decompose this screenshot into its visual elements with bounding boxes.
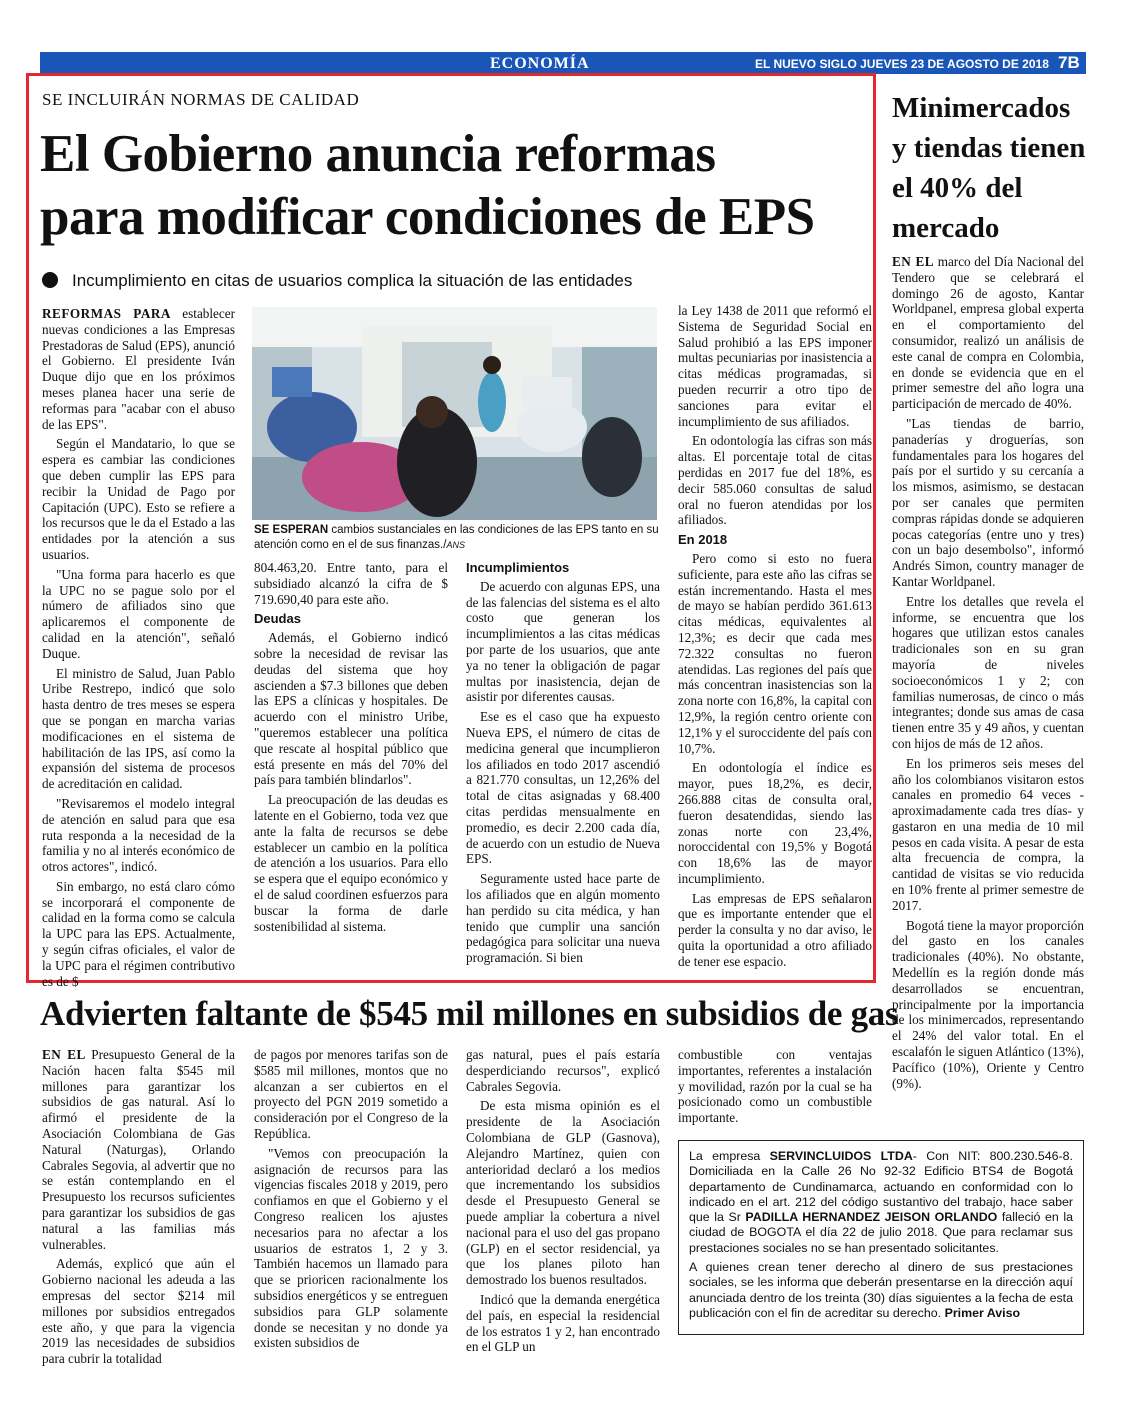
caption-credit: ANS	[446, 540, 465, 550]
hospital-photo	[252, 307, 657, 520]
paragraph: Además, explicó que aún el Gobierno nacional les adeuda a las empresas del sector $214 mil millones por subsidios entregados este año, y que para la vigencia 2019 las necesidades de subsidios para cubrir la totalidad	[42, 1256, 235, 1367]
paragraph: "Una forma para hacerlo es que la UPC no se pague solo por el número de afiliados sino que aplicaremos el componente de calidad en la atención", señaló Duque.	[42, 566, 235, 661]
gas-article-headline: Advierten faltante de $545 mil millones en subsidios de gas	[40, 994, 899, 1033]
main-article-col-3	[466, 560, 660, 970]
paragraph: En odontología las cifras son más altas. El porcentaje total de citas perdidas en 2017 fue del 18%, es decir 585.060 consultas de salud oral no fueron atendidas por los afiliados.	[678, 433, 872, 528]
paragraph: Según el Mandatario, lo que se espera es cambiar las condiciones que deben cumplir las EPS para recibir la Unidad de Pago por Capitación (UPC). Esto se refiere a los recursos que le da el Estado a las entidades por la atención a sus usuarios.	[42, 436, 235, 562]
paragraph: establecer nuevas condiciones a las Empresas Prestadoras de Salud (EPS), anunció el Gobierno. El presidente Iván Duque dijo que en los próximos meses planea hacer una serie de reformas para "acabar con el abuso de las EPS".	[42, 306, 236, 432]
photo-caption	[254, 523, 659, 553]
paragraph: En los primeros seis meses del año los colombianos visitaron estos canales en promedio 64 veces -aproximadamente cada tres días- y gastaron en una media de 10 mil pesos en cada visita. A pesar de esta alta frecuencia de compra, la cantidad de visitas se vio reducida en 10% frente al primer semestre de 2017.	[892, 755, 1084, 913]
side-article-body	[892, 254, 1084, 1095]
headline-line-2: para modificar condiciones de EPS	[40, 188, 815, 246]
paragraph: De esta misma opinión es el presidente de la Asociación Colombiana de GLP (Gasnova), Alejandro Martínez, quien con anterioridad declaró a los medios que incrementando los subsidios desde el Presupuesto General se puede ampliar la cobertura a nivel nacional para el uso del gas propano (GLP) en el sector residencial, ya que los planes piloto han demostrado los buenos resultados.	[466, 1098, 660, 1288]
paragraph: Entre los detalles que revela el informe, se encuentra que los hogares que utilizan estos canales tradicionales son en su gran mayoría de niveles socioeconómicos 1 y 2; con familias numerosas, de cinco o más integrantes; donde sus amas de casa tienen entre 35 y 49 años, y cuentan con hijos de más de 12 años.	[892, 593, 1084, 751]
notice-text: La empresa	[689, 1149, 770, 1163]
gas-article-col-1	[42, 1047, 235, 1371]
article-kicker: SE INCLUIRÁN NORMAS DE CALIDAD	[42, 90, 360, 109]
company-name: SERVINCLUIDOS LTDA	[769, 1149, 913, 1163]
paragraph: "Las tiendas de barrio, panaderías y droguerías, son fundamentales para los hogares del país por el surtido y su cercanía a los mismos, asimismo, se destacan por ser canales que permiten compras rápidas donde se adquieren pocas categorías (entre uno y tres) con un bajo desembolso", informó Andrés Simon, country manager de Kantar Worldpanel.	[892, 415, 1084, 589]
notice-paragraph-1	[689, 1149, 1073, 1256]
side-article-headline: Minimercados y tiendas tienen el 40% del mercado	[892, 92, 1086, 244]
legal-notice-box	[678, 1140, 1084, 1335]
paragraph: Las empresas de EPS señalaron que es importante entender que el perder la consulta y no dar aviso, le quita la oportunidad a otro afiliado de tener ese espacio.	[678, 890, 872, 969]
bullet-icon	[42, 272, 58, 288]
subheading: Incumplimientos	[466, 560, 570, 575]
main-article-col-4	[678, 303, 872, 974]
paragraph: Sin embargo, no está claro cómo se incorporará el componente de calidad en la forma como se calcula la UPC para las EPS. Actualmente, y según cifras oficiales, el valor de la UPC para el régimen contributivo es de $	[42, 878, 235, 989]
subheading: En 2018	[678, 532, 728, 548]
main-article-col-1	[42, 306, 235, 993]
paragraph: "Vemos con preocupación la asignación de recursos para las vigencias fiscales 2018 y 2019, pero confiamos en que el Gobierno y el Congreso realicen los ajustes necesarios para no afectar a los usuarios de estratos 1, 2 y 3. También hacemos un llamado para que se prioricen racionalmente los subsidios energéticos y se entreguen subsidios para GLP solamente donde se necesitan y no donde ya existen subsidios de	[254, 1145, 448, 1351]
gas-article-col-2	[254, 1047, 448, 1355]
caption-lead: SE ESPERAN	[254, 524, 329, 536]
lead-in: EN EL	[892, 254, 935, 269]
notice-text: falleció en la ciudad de BOGOTA el día 22 de julio 2018. Que para reclamar sus prestaciones sociales no se han presentado solicitantes.	[689, 1210, 1073, 1255]
subheading: Deudas	[254, 611, 301, 627]
hospital-corridor-image	[252, 307, 657, 520]
notice-paragraph-2	[689, 1260, 1073, 1321]
article-deck	[42, 271, 632, 291]
notice-text: A quienes crean tener derecho al dinero de sus prestaciones sociales, se les informa que deberán presentarse en la dirección aquí anunciada dentro de los treinta (30) días siguientes a la fecha de esta publicación con el fin de acreditar su derecho.	[689, 1260, 1073, 1320]
paragraph: gas natural, pues el país estaría desperdiciando recursos", explicó Cabrales Segovia.	[466, 1047, 660, 1094]
paragraph: 804.463,20. Entre tanto, para el subsidiado alcanzó la cifra de $ 719.690,40 para este año.	[254, 560, 448, 607]
page-number: 7B	[1058, 53, 1080, 72]
paragraph: Pero como si esto no fuera suficiente, para este año las cifras se están incrementando. Hasta el mes de mayo se habían perdido 361.613 citas médicas, equivalentes al 12,3%; es decir que cada mes 72.322 consultas no fueron atendidas. Las regiones del país que más concentran inasistencias son la zona norte con 16,8%, la capital con 12,9%, la región centro oriente con 12,1% y el suroccidente del país con 10,7%.	[678, 550, 872, 756]
deceased-name: PADILLA HERNANDEZ JEISON ORLANDO	[745, 1210, 998, 1225]
lead-in: EN EL	[42, 1047, 86, 1062]
main-article-col-2	[254, 560, 448, 938]
masthead-date: EL NUEVO SIGLO JUEVES 23 DE AGOSTO DE 2018	[755, 57, 1049, 71]
paragraph: El ministro de Salud, Juan Pablo Uribe Restrepo, indicó que solo hasta dentro de tres meses se espera que se pongan en marcha varias modificaciones en el sistema de habilitación de las IPS, así como la expansión del sistema de procesos de acreditación en calidad.	[42, 665, 235, 792]
paragraph: marco del Día Nacional del Tendero que se celebrará el domingo 26 de agosto, Kantar Worldpanel, empresa global experta en el comportamiento del consumidor, realizó un análisis de este canal de compra en Colombia, en donde se evidencia que en el primer semestre del año logra una participación de mercado de 40%.	[892, 254, 1085, 412]
paragraph: Bogotá tiene la mayor proporción del gasto en los canales tradicionales (40%). No obstante, Medellín es la región donde más desarrollados se encuentran, principalmente por la importancia de los minimercados, representando el 24% del valor total. En el escalafón le siguen Atlántico (13%), Pacífico (10%), Oriente y Centro (9%).	[892, 917, 1084, 1091]
paragraph: Presupuesto General de la Nación hacen falta $545 mil millones para garantizar los subsidios de gas natural. Así lo afirmó el presidente de la Asociación Colombiana de Gas Natural (Naturgas), Orlando Cabrales Segovia, al advertir que no se están contemplando en el Presupuesto los recursos suficientes para garantizar los subsidios de gas natural a las familias más vulnerables.	[42, 1047, 235, 1252]
paragraph: "Revisaremos el modelo integral de atención en salud para que esa ruta responda a la necesidad de la familia y no al interés económico de otros actores", indicó.	[42, 795, 235, 875]
paragraph: Ese es el caso que ha expuesto Nueva EPS, el número de citas de medicina general que incumplieron los afiliados en todo 2017 ascendió a 821.770 consultas, un 12,26% del total de citas asignadas y 68.400 citas perdidas mensualmente en promedio, es decir 2.200 cada día, de acuerdo con un estudio de Nueva EPS.	[466, 709, 660, 867]
article-headline	[40, 123, 870, 249]
deck-text: Incumplimiento en citas de usuarios complica la situación de las entidades	[72, 271, 633, 290]
notice-tag: Primer Aviso	[944, 1305, 1021, 1320]
paragraph: En odontología el índice es mayor, pues 18,2%, es decir, 266.888 citas de consulta oral, fueron desatendidas, siendo las zonas norte con 23,4%, noroccidental con 19,5% y Bogotá con 18,6% las de mayor incumplimiento.	[678, 760, 872, 886]
paragraph: combustible con ventajas importantes, referentes a instalación y movilidad, razón por la cual se ha posicionado como un combustible importante.	[678, 1047, 872, 1126]
notice-text: - Con NIT: 800.230.546-8. Domiciliada en la Calle 26 No 92-32 Edificio BTS4 de Bogotá departamento de Cundinamarca, actuando en conformidad con lo indicado en el art. 212 del código sustantivo del trabajo, hace saber que la Sr	[689, 1149, 1073, 1225]
gas-article-col-3	[466, 1047, 660, 1359]
paragraph: la Ley 1438 de 2011 que reformó el Sistema de Seguridad Social en Salud prohibió a las EPS imponer multas pecuniarias por inasistencia a citas médicas programadas, si pueden recurrir a otro tipo de sanciones para evitar el incumplimiento de sus afiliados.	[678, 303, 872, 429]
section-name: ECONOMÍA	[490, 55, 590, 72]
paragraph: Seguramente usted hace parte de los afiliados que en algún momento han perdido su cita médica, y han tenido que cumplir una sanción pedagógica para solicitar una nueva programación. Si bien	[466, 871, 660, 966]
headline-line-1: El Gobierno anuncia reformas	[40, 125, 716, 183]
gas-article-col-4	[678, 1047, 872, 1130]
lead-in: REFORMAS PARA	[42, 306, 171, 321]
paragraph: La preocupación de las deudas es latente en el Gobierno, toda vez que ante la falta de recursos se debe establecer un cambio en la política de atención a los usuarios. Para ello se espera que el equipo económico y el de salud coordinen esfuerzos para buscar la forma de darle sostenibilidad al sistema.	[254, 792, 448, 934]
paragraph: De acuerdo con algunas EPS, una de las falencias del sistema es el alto costo que generan los incumplimientos a las citas médicas por parte de los usuarios, que ante ya no tener la obligación de pagar multas por inasistencia, dejan de asistir por diferentes causas.	[466, 578, 660, 705]
caption-text: cambios sustanciales en las condiciones de las EPS tanto en su atención como en el de sus finanzas./	[254, 524, 659, 551]
paragraph: Indicó que la demanda energética del país, en especial la residencial de los estratos 1 y 2, han encontrado en el GLP un	[466, 1291, 660, 1355]
paragraph: Además, el Gobierno indicó sobre la necesidad de revisar las deudas del sistema que hoy ascienden a $7.3 billones que deben las EPS a clínicas y hospitales. De acuerdo con el ministro Uribe, "queremos establecer una política que rescate al hospital público que está presente en más del 70% del país para también blindarlos".	[254, 630, 448, 788]
paragraph: de pagos por menores tarifas son de $585 mil millones, montos que no alcanzan a ser cubiertos en el proyecto del PGN 2019 sometido a consideración por el Congreso de la República.	[254, 1047, 448, 1141]
